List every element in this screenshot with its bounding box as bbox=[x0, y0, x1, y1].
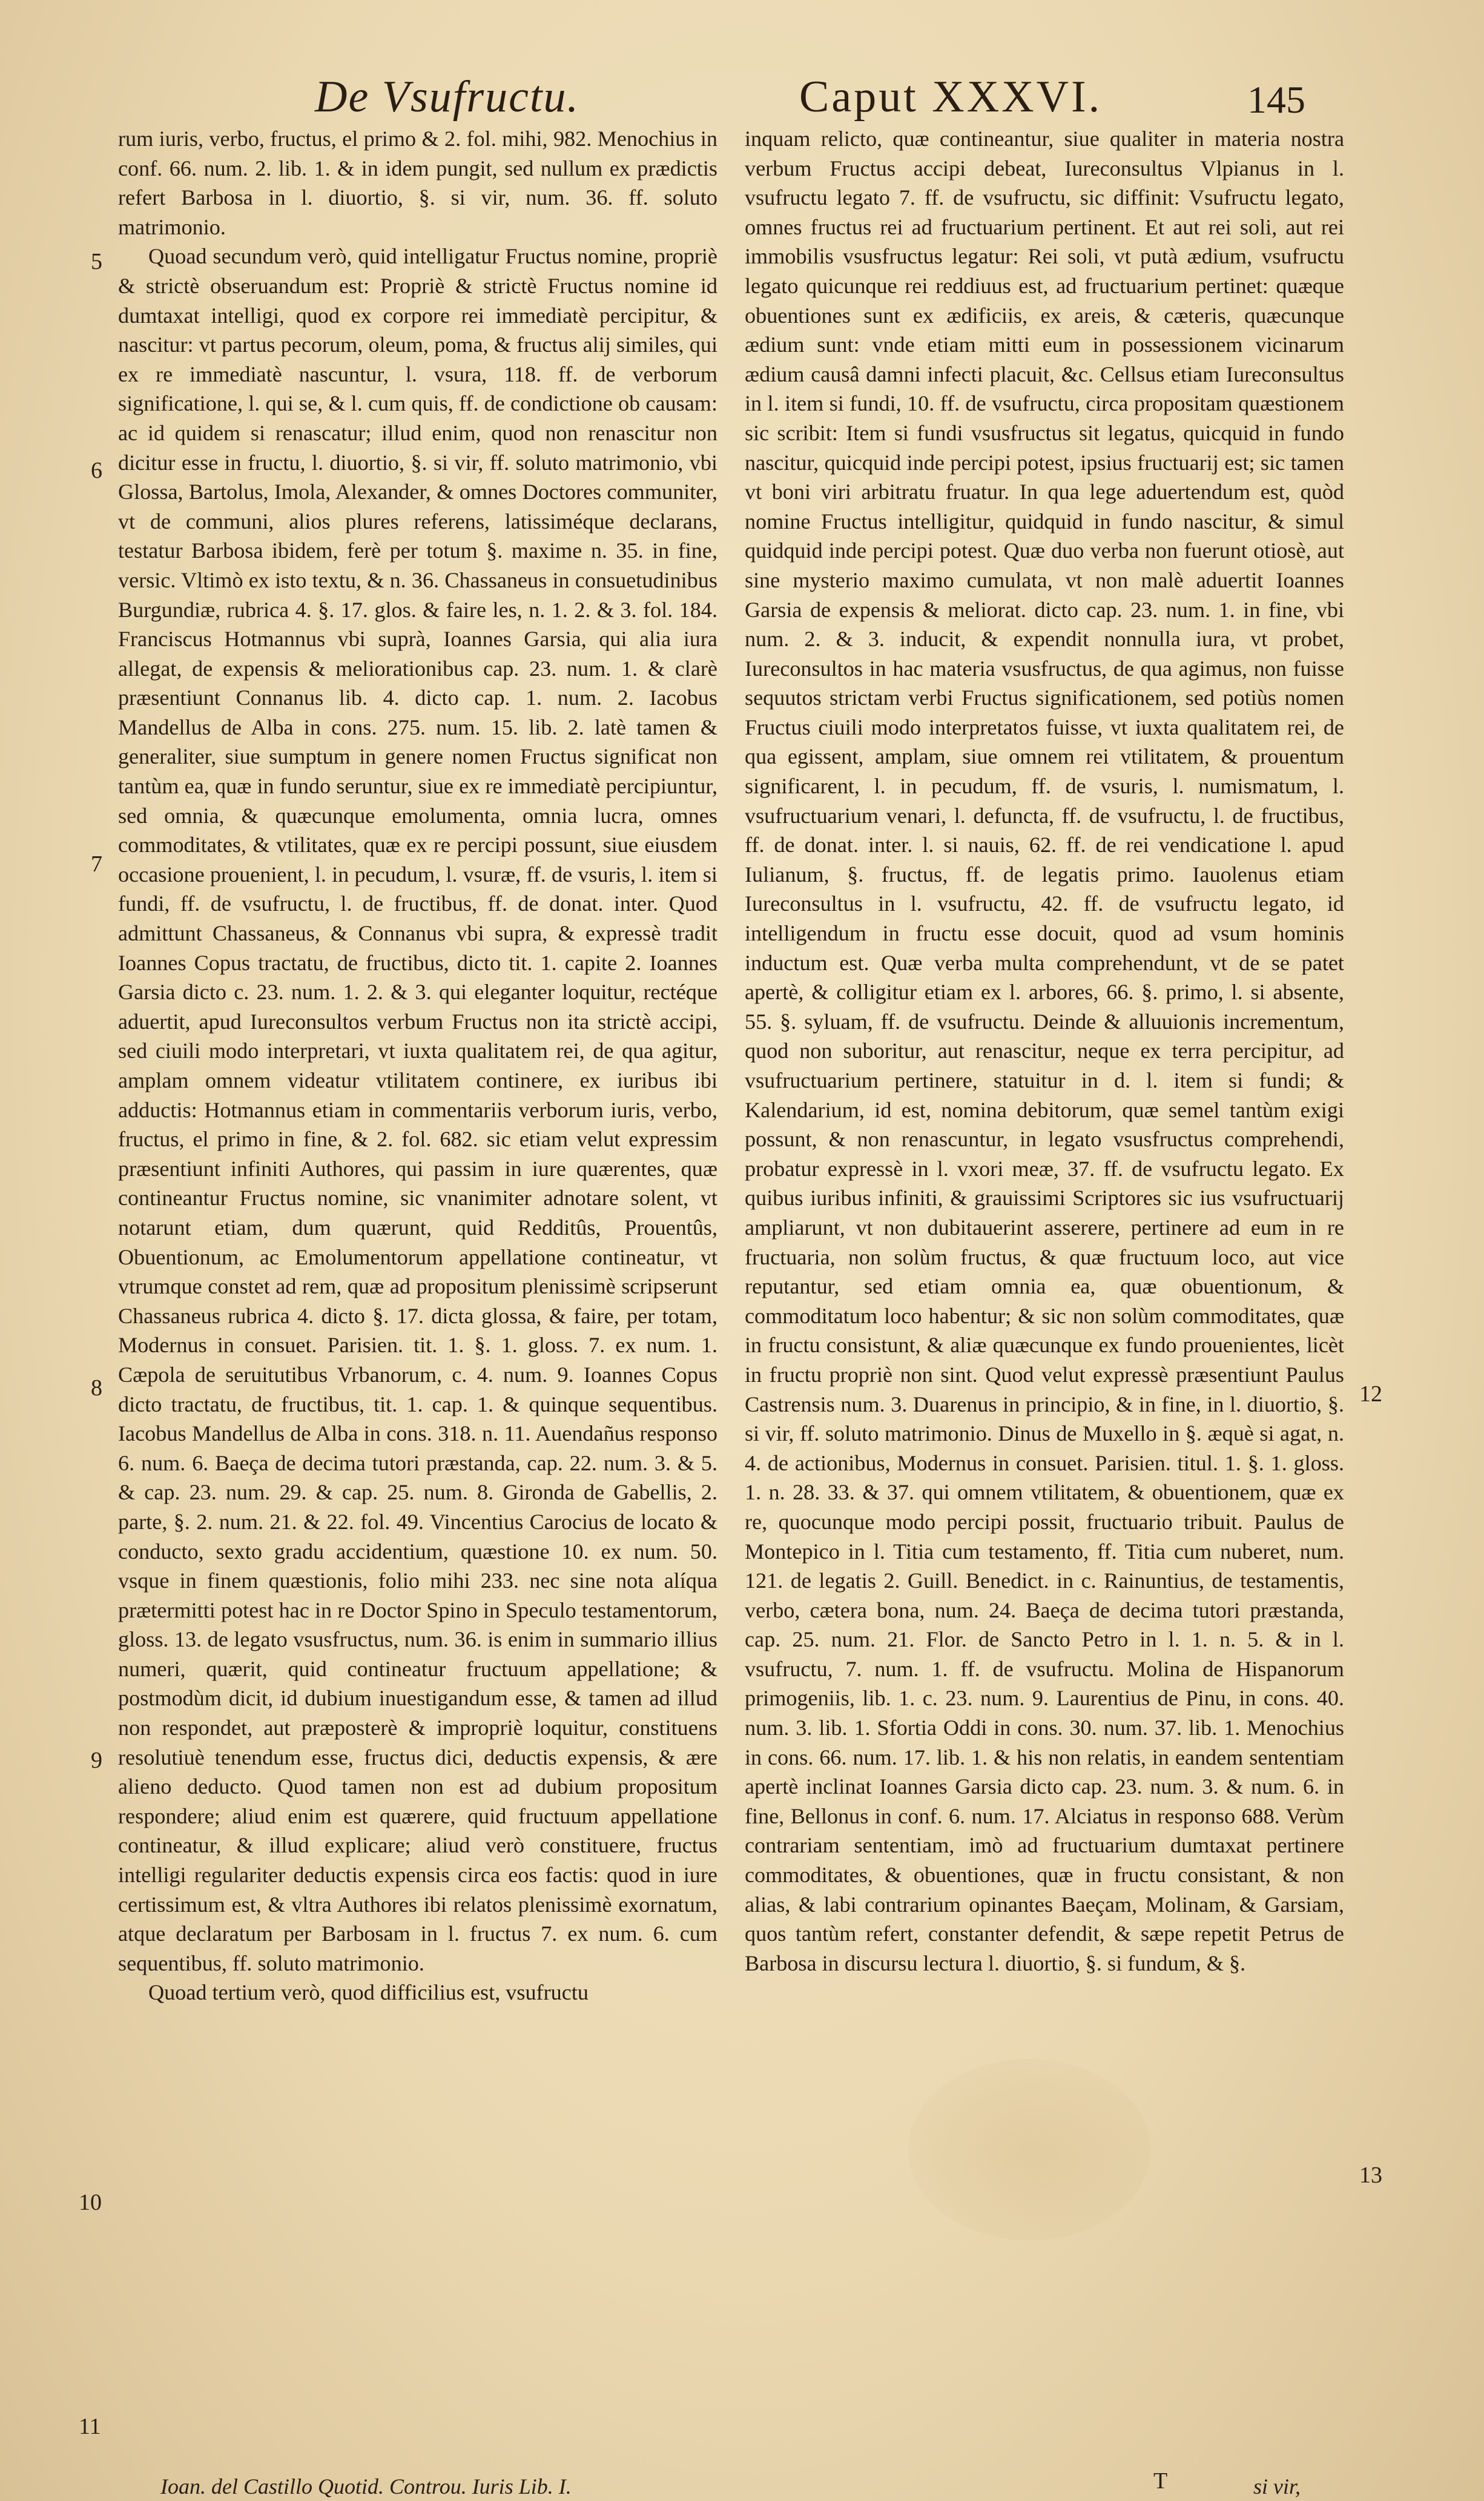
margin-number: 11 bbox=[79, 2414, 101, 2439]
header-chapter: Caput XXXVI. bbox=[799, 72, 1103, 122]
margin-number: 5 bbox=[91, 249, 102, 274]
right-column bbox=[745, 124, 1344, 2462]
signature-mark: T bbox=[1153, 2468, 1168, 2494]
margin-number: 12 bbox=[1359, 1381, 1382, 1407]
footer-citation: Ioan. del Castillo Quotid. Controu. Iuris Lib. I. bbox=[160, 2474, 572, 2499]
margin-number: 13 bbox=[1359, 2162, 1382, 2188]
header-title: De Vsufructu. bbox=[315, 72, 580, 122]
margin-number: 9 bbox=[91, 1748, 102, 1773]
left-column bbox=[118, 124, 717, 2462]
page-number: 145 bbox=[1247, 78, 1305, 121]
margin-number: 8 bbox=[91, 1375, 102, 1401]
margin-number: 7 bbox=[91, 851, 102, 877]
paragraph: rum iuris, verbo, fructus, el primo & 2. fol. mihi, 982. Menochius in conf. 66. num. 2. lib. 1. & in idem pungit, sed nullum ex prædictis refert Barbosa in l. diuortio, §. si vir, num. 36. ff. soluto matrimonio. bbox=[118, 127, 717, 239]
catchword: si vir, bbox=[1253, 2474, 1301, 2499]
margin-number: 6 bbox=[91, 458, 102, 483]
running-header bbox=[0, 71, 1484, 132]
paragraph: inquam relicto, quæ contineantur, siue qualiter in materia nostra verbum Fructus accipi debeat, Iureconsultus Vlpianus in l. vsufructu legato 7. ff. de vsufructu, sic diffinit: Vsufructu legato, omnes fructus rei ad fructuarium pertinent. Et aut rei soli, aut rei immobilis vsusfructus legatur: Rei soli, vt putà ædium, vsufructu legato quicunque rei reddiuus est, ad fructuarium pertinet: quæque obuentiones sunt ex ædificiis, ex areis, & cæteris, quæcunque ædium sunt: vnde etiam mitti eum in possessionem vicinarum ædium causâ damni infecti placuit, &c. Cellsus etiam Iureconsultus in l. item si fundi, 10. ff. de vsufructu, circa propositam quæstionem sic scribit: Item si fundi vsusfructus sit legatus, quicquid in fundo nascitur, quicquid inde percipi potest, ipsius fructuarij est; sic tamen vt boni viri arbitratu fruatur. In qua lege aduertendum est, quòd nomine Fructus intelligitur, quidquid in fundo nascitur, & simul quidquid inde percipi potest. Quæ duo verba non fuerunt otiosè, aut sine mysterio maximo cumulata, vt non malè aduertit Ioannes Garsia de expensis & meliorat. dicto cap. 23. num. 1. in fine, vbi num. 2. & 3. inducit, & expendit nonnulla iura, vt probet, Iureconsultos in hac materia vsusfructus, de qua agimus, non fuisse sequutos strictam verbi Fructus significationem, sed potiùs nomen Fructus ciuili modo interpretatos fuisse, vt iuxta qualitatem rei, de qua egissent, amplam, siue omnem rei vtilitatem, & prouentum significarent, l. in pecudum, ff. de vsuris, l. numismatum, l. vsufructuarium venari, l. defuncta, ff. de vsufructu, l. de fructibus, ff. de donat. inter. l. si nauis, 62. ff. de rei vendicatione l. apud Iulianum, §. fructus, ff. de legatis primo. Iauolenus etiam Iureconsultus in l. vsufructu, 42. ff. de vsufructu legato, id intelligendum in fructu esse docuit, quod ad vsum hominis inductum est. Quæ verba multa comprehendunt, vt de se patet apertè, & colligitur etiam ex l. arbores, 66. §. primo, l. si absente, 55. §. syluam, ff. de vsufructu. Deinde & alluuionis incrementum, quod non suboritur, aut renascitur, neque ex terra percipitur, ad vsufructuarium pertinere, statuitur in d. l. item si fundi; & Kalendarium, id est, nomina debitorum, quæ semel tantùm exigi possunt, & non renascuntur, in legato vsusfructus comprehendi, probatur expressè in l. vxori meæ, 37. ff. de vsufructu legato. Ex quibus iuribus infiniti, & grauissimi Scriptores sic ius vsufructuarij ampliarunt, vt non dubitauerint asserere, pertinere ad eum in re fructuaria, non solùm fructus, & quæ fructuum loco, aut vice reputantur, sed etiam omnia ea, quæ obuentionum, & commoditatum loco habentur; & sic non solùm commoditates, quæ in fructu consistunt, & aliæ quæcunque ex fundo prouenientes, licèt in fructu propriè non sint. Quod velut expressè præsentiunt Paulus Castrensis num. 3. Duarenus in principio, & in fine, in l. diuortio, §. si vir, ff. soluto matrimonio. Dinus de Muxello in §. æquè si agat, n. 4. de actionibus, Modernus in consuet. Parisien. titul. 1. §. 1. gloss. 1. n. 28. 33. & 37. qui omnem vtilitatem, & obuentionem, quæ ex re, quocunque modo percipi possit, fructuario tribuit. Paulus de Montepico in l. Titia cum testamento, ff. Titia cum nuberet, num. 121. de legatis 2. Guill. Benedict. in c. Rainuntius, de testamentis, verbo, cætera bona, num. 24. Baeça de decima tutori præstanda, cap. 25. num. 21. Flor. de Sancto Petro in l. 1. n. 5. & in l. vsufructu, 7. num. 1. ff. de vsufructu. Molina de Hispanorum primogeniis, lib. 1. c. 23. num. 9. Laurentius de Pinu, in cons. 40. num. 3. lib. 1. Sfortia Oddi in cons. 30. num. 37. lib. 1. Menochius in cons. 66. num. 17. lib. 1. & his non relatis, in eandem sententiam apertè inclinat Ioannes Garsia dicto cap. 23. num. 3. & num. 6. in fine, Bellonus in conf. 6. num. 17. Alciatus in responso 688. Verùm contrariam sententiam, imò ad fructuarium dumtaxat pertinere commoditates, & obuentiones, quæ in fructu consistant, & non alias, & labi contrarium opinantes Baeçam, Molinam, & Garsiam, quos tantùm refert, constanter defendit, & sæpe repetit Petrus de Barbosa in discursu lectura l. diuortio, §. si fundum, & §. bbox=[745, 127, 1344, 1975]
margin-number: 10 bbox=[79, 2190, 102, 2215]
paragraph: Quoad secundum verò, quid intelligatur Fructus nomine, propriè & strictè obseruandum est: Propriè & strictè Fructus nomine id dumtaxat intelligi, quod ex corpore rei immediatè percipitur, & nascitur: vt partus pecorum, oleum, poma, & fructus alij similes, qui ex re immediatè nascuntur, l. vsura, 118. ff. de verborum significatione, l. qui se, & l. cum quis, ff. de condictione ob causam: ac id quidem si renascatur; illud enim, quod non renascitur non dicitur esse in fructu, l. diuortio, §. si vir, ff. soluto matrimonio, vbi Glossa, Bartolus, Imola, Alexander, & omnes Doctores communiter, vt de communi, alios plures referens, latissiméque declarans, testatur Barbosa ibidem, ferè per totum §. maxime n. 35. in fine, versic. Vltimò ex isto textu, & n. 36. Chassaneus in consuetudinibus Burgundiæ, rubrica 4. §. 17. glos. & faire les, n. 1. 2. & 3. fol. 184. Franciscus Hotmannus vbi suprà, Ioannes Garsia, qui alia iura allegat, de expensis & meliorationibus cap. 23. num. 1. & clarè præsentiunt Connanus lib. 4. dicto cap. 1. num. 2. Iacobus Mandellus de Alba in cons. 275. num. 15. lib. 2. latè tamen & generaliter, siue sumptum in genere nomen Fructus significat non tantùm ea, quæ in fundo seruntur, siue ex re immediatè percipiuntur, sed omnia, & quæcunque emolumenta, omnia lucra, omnes commoditates, & vtilitates, quæ ex re percipi possunt, siue eiusdem occasione prouenient, l. in pecudum, l. vsuræ, ff. de vsuris, l. item si fundi, ff. de vsufructu, l. de fructibus, ff. de donat. inter. Quod admittunt Chassaneus, & Connanus vbi supra, & expressè tradit Ioannes Copus tractatu, de fructibus, dicto tit. 1. capite 2. Ioannes Garsia dicto c. 23. num. 1. 2. & 3. qui eleganter loquitur, rectéque aduertit, apud Iureconsultos verbum Fructus non ita strictè accipi, sed ciuili modo interpretari, vt iuxta qualitatem rei, de qua agitur, amplam omnem videatur vtilitatem continere, ex iuribus ibi adductis: Hotmannus etiam in commentariis verborum iuris, verbo, fructus, el primo in fine, & 2. fol. 682. sic etiam velut expressim præsentiunt infiniti Authores, qui passim in iure quærentes, quæ contineantur Fructus nomine, sic vnanimiter adnotare solent, vt notarunt etiam, dum quærunt, quid Redditûs, Prouentûs, Obuentionum, ac Emolumentorum appellatione contineatur, vt vtrumque constet ad rem, quæ ad propositum plenissimè scripserunt Chassaneus rubrica 4. dicto §. 17. dicta glossa, & faire, per totam, Modernus in consuet. Parisien. tit. 1. §. 1. gloss. 7. ex num. 1. Cæpola de seruitutibus Vrbanorum, c. 4. num. 9. Ioannes Copus dicto tractatu, de fructibus, tit. 1. cap. 1. & quinque sequentibus. Iacobus Mandellus de Alba in cons. 318. n. 11. Auendañus responso 6. num. 6. Baeça de decima tutori præstanda, cap. 22. num. 3. & 5. & cap. 23. num. 29. & cap. 25. num. 8. Gironda de Gabellis, 2. parte, §. 2. num. 21. & 22. fol. 49. Vincentius Carocius de locato & conducto, sexto gradu accidentium, quæstione 10. ex num. 50. vsque in finem quæstionis, folio mihi 233. nec sine nota alíqua prætermitti potest hac in re Doctor Spino in Speculo testamentorum, gloss. 13. de legato vsusfructus, num. 36. is enim in summario illius numeri, quærit, quid contineatur fructuum appellatione; & postmodùm dicit, id dubium inuestigandum esse, & tamen ad illud non respondet, aut præposterè & impropriè loquitur, constituens resolutiuè tenendum esse, fructus dici, deductis expensis, & ære alieno deducto. Quod tamen non est ad dubium propositum respondere; aliud enim est quærere, quid fructuum appellatione contineatur, & illud explicare; aliud verò constituere, fructus intelligi regulariter deductis expensis circa eos factis: quod in iure certissimum est, & vltra Authores ibi relatos plenissimè exornatum, atque declaratum per Barbosam in l. fructus 7. ex num. 6. cum sequentibus, ff. soluto matrimonio. bbox=[118, 244, 717, 1975]
paragraph: Quoad tertium verò, quod difficilius est, vsufructu bbox=[148, 1980, 589, 2005]
